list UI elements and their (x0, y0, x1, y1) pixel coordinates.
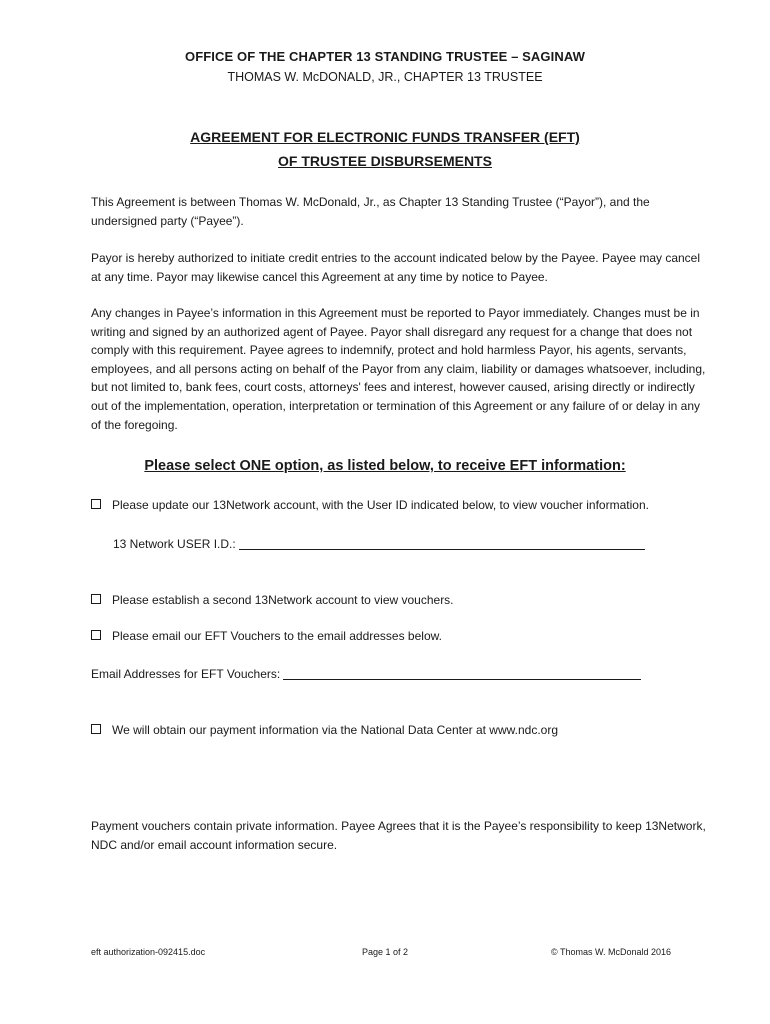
intro-paragraph: This Agreement is between Thomas W. McDonald, Jr., as Chapter 13 Standing Trustee (“Payor”), and the undersigned party (“Payee”). (91, 195, 650, 228)
changes-paragraph: Any changes in Payee’s information in this Agreement must be reported to Payor immediately. Changes must be in writing and signed by an authorized agent of Payee. Payor shall disregard any request for a change that does not comply with this requirement. Payee agrees to indemnify, protect and hold harmless Payor, his agents, servants, employees, and all persons acting on behalf of the Payor from any claim, liability or damages whatsoever, including, but not limited to, bank fees, court costs, attorneys' fees and interest, however caused, arising directly or indirectly out of the implementation, operation, interpretation or termination of this Agreement or any failure of or delay in any of the foregoing. (91, 306, 706, 432)
user-id-label: 13 Network USER I.D.: (113, 537, 236, 551)
user-id-field[interactable] (113, 537, 645, 551)
user-id-input[interactable] (239, 538, 645, 550)
option-update-account-label: Please update our 13Network account, with the User ID indicated below, to view voucher information. (112, 498, 649, 512)
checkbox-icon[interactable] (91, 630, 101, 640)
checkbox-icon[interactable] (91, 594, 101, 604)
checkbox-icon[interactable] (91, 724, 101, 734)
authorization-paragraph: Payor is hereby authorized to initiate credit entries to the account indicated below by the Payee. Payee may cancel at any time. Payor may likewise cancel this Agreement at any time by notice to Payee. (91, 251, 701, 284)
option-email-vouchers[interactable] (91, 629, 442, 643)
agreement-title: AGREEMENT FOR ELECTRONIC FUNDS TRANSFER (EFT) (190, 129, 580, 145)
footer-page-number: Page 1 of 2 (362, 947, 409, 957)
option-email-vouchers-label: Please email our EFT Vouchers to the email addresses below. (112, 629, 442, 643)
email-addresses-field[interactable] (91, 667, 641, 681)
option-ndc[interactable] (91, 723, 558, 737)
option-second-account[interactable] (91, 593, 454, 607)
footer-filename: eft authorization-092415.doc (91, 947, 206, 957)
agreement-subtitle: OF TRUSTEE DISBURSEMENTS (278, 153, 492, 169)
option-update-account[interactable] (91, 498, 649, 512)
email-addresses-label: Email Addresses for EFT Vouchers: (91, 667, 281, 681)
option-ndc-label: We will obtain our payment information via the National Data Center at www.ndc.org (112, 723, 558, 737)
privacy-paragraph: Payment vouchers contain private information. Payee Agrees that it is the Payee’s responsibility to keep 13Network, NDC and/or email account information secure. (91, 819, 706, 852)
email-addresses-input[interactable] (283, 668, 641, 680)
option-second-account-label: Please establish a second 13Network account to view vouchers. (112, 593, 454, 607)
checkbox-icon[interactable] (91, 499, 101, 509)
office-heading: OFFICE OF THE CHAPTER 13 STANDING TRUSTEE – SAGINAW (185, 49, 585, 64)
options-heading: Please select ONE option, as listed below, to receive EFT information: (144, 458, 626, 474)
footer-copyright: © Thomas W. McDonald 2016 (551, 947, 672, 957)
trustee-heading: THOMAS W. McDONALD, JR., CHAPTER 13 TRUSTEE (227, 70, 543, 84)
